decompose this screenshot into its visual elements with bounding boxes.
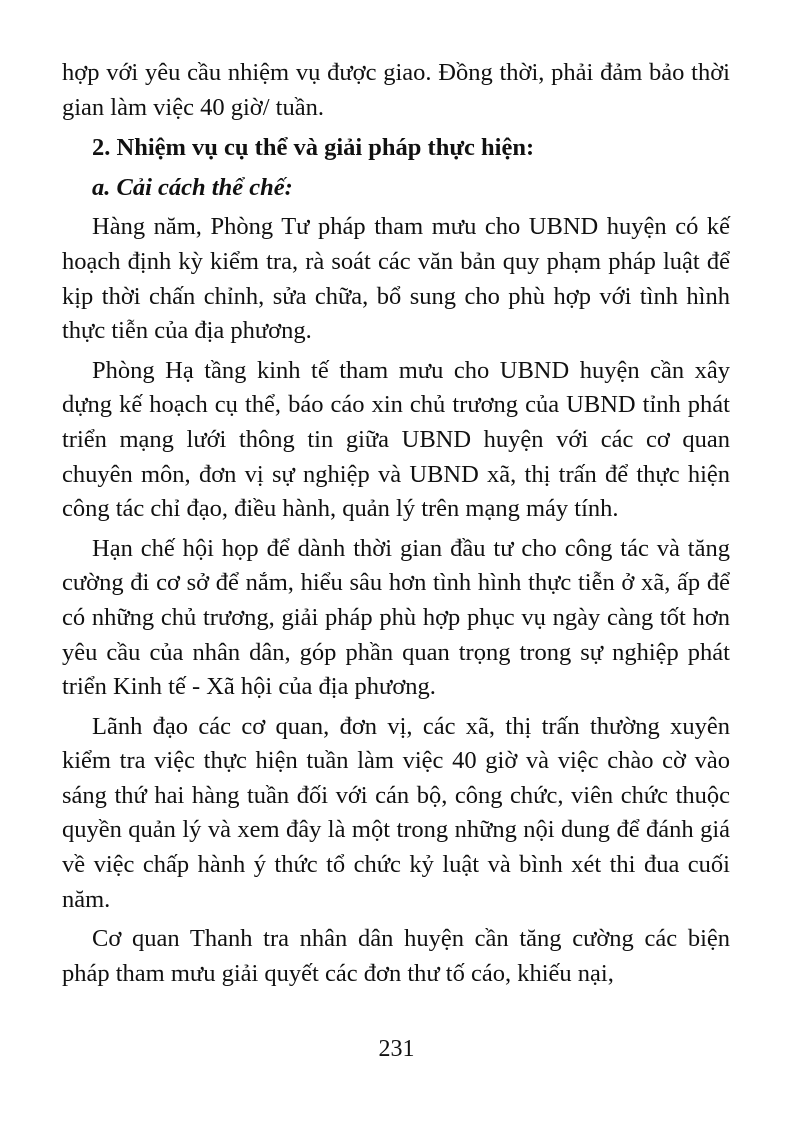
- paragraph-continuation: hợp với yêu cầu nhiệm vụ được giao. Đồng thời, phải đảm bảo thời gian làm việc 40 giờ/ tuần.: [62, 59, 730, 121]
- page-number: 231: [378, 1036, 415, 1062]
- subsection-heading: a. Cải cách thể chế:: [92, 173, 293, 201]
- paragraph-tu-phap: Hàng năm, Phòng Tư pháp tham mưu cho UBND huyện có kế hoạch định kỳ kiểm tra, rà soát các văn bản quy phạm pháp luật để kịp thời chấn chỉnh, sửa chữa, bổ sung cho phù hợp với tình hình thực tiễn của địa phương.: [62, 213, 730, 345]
- body-text: [62, 56, 730, 991]
- paragraph-hoi-hop: Hạn chế hội họp để dành thời gian đầu tư cho công tác và tăng cường đi cơ sở để nắm, hiểu sâu hơn tình hình thực tiễn ở xã, ấp để có những chủ trương, giải pháp phù hợp phục vụ ngày càng tốt hơn yêu cầu của nhân dân, góp phần quan trọng trong sự nghiệp phát triển Kinh tế - Xã hội của địa phương.: [62, 534, 730, 701]
- section-heading: 2. Nhiệm vụ cụ thể và giải pháp thực hiện:: [92, 134, 535, 162]
- paragraph-lanh-dao: Lãnh đạo các cơ quan, đơn vị, các xã, thị trấn thường xuyên kiểm tra việc thực hiện tuần làm việc 40 giờ và việc chào cờ vào sáng thứ hai hàng tuần đối với cán bộ, công chức, viên chức thuộc quyền quản lý và xem đây là một trong những nội dung để đánh giá về việc chấp hành ý thức tổ chức kỷ luật và bình xét thi đua cuối năm.: [62, 712, 730, 913]
- paragraph-ha-tang: Phòng Hạ tầng kinh tế tham mưu cho UBND huyện cần xây dựng kế hoạch cụ thể, báo cáo xin chủ trương của UBND tỉnh phát triển mạng lưới thông tin giữa UBND huyện với các cơ quan chuyên môn, đơn vị sự nghiệp và UBND xã, thị trấn để thực hiện công tác chỉ đạo, điều hành, quản lý trên mạng máy tính.: [62, 356, 730, 523]
- paragraph-thanh-tra: Cơ quan Thanh tra nhân dân huyện cần tăng cường các biện pháp tham mưu giải quyết các đơn thư tố cáo, khiếu nại,: [62, 925, 730, 987]
